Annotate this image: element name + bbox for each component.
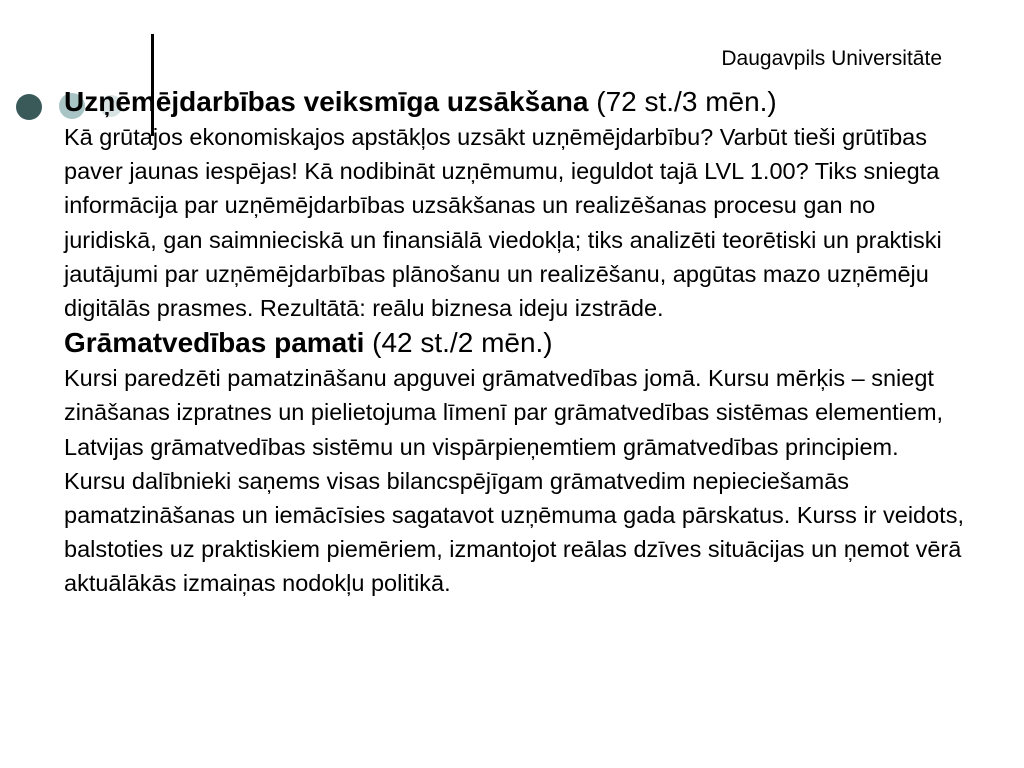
institution-name: Daugavpils Universitāte bbox=[721, 47, 942, 70]
course-duration: (42 st./2 mēn.) bbox=[372, 327, 553, 359]
course-description-accounting: Kursi paredzēti pamatzināšanu apguvei grāmatvedības jomā. Kursu mērķis – sniegt zināšanas izpratnes un pielietojuma līmenī par grāmatvedības sistēmas elementiem, Latvijas grāmatvedības sistēmu un vispārpieņemtiem grāmatvedības principiem. Kursu dalībnieki saņems visas bilancspējīgam grāmatvedim nepieciešamās pamatzināšanas un iemācīsies sagatavot uzņēmuma gada pārskatus. Kurss ir veidots, balstoties uz praktiskiem piemēriem, izmantojot reālas dzīves situācijas un ņemot vērā aktuālākās izmaiņas nodokļu politikā. bbox=[64, 365, 964, 597]
course-title-accounting bbox=[64, 325, 964, 361]
course-title-entrepreneurship bbox=[64, 84, 964, 120]
slide-content bbox=[64, 84, 964, 601]
course-duration: (72 st./3 mēn.) bbox=[596, 86, 777, 117]
course-name: Grāmatvedības pamati bbox=[64, 327, 365, 359]
course-name: Uzņēmējdarbības veiksmīga uzsākšana bbox=[64, 86, 589, 117]
course-description-entrepreneurship: Kā grūtajos ekonomiskajos apstākļos uzsākt uzņēmējdarbību? Varbūt tieši grūtības paver jaunas iespējas! Kā nodibināt uzņēmumu, ieguldot tajā LVL 1.00? Tiks sniegta informācija par uzņēmējdarbības uzsākšanas un realizēšanas procesu gan no juridiskā, gan saimnieciskā un finansiālā viedokļa; tiks analizēti teorētiski un praktiski jautājumi par uzņēmējdarbības plānošanu un realizēšanu, apgūtas mazo uzņēmēju digitālās prasmes. Rezultātā: reālu biznesa ideju izstrāde. bbox=[64, 124, 942, 322]
decorative-dot-dark bbox=[16, 94, 42, 120]
